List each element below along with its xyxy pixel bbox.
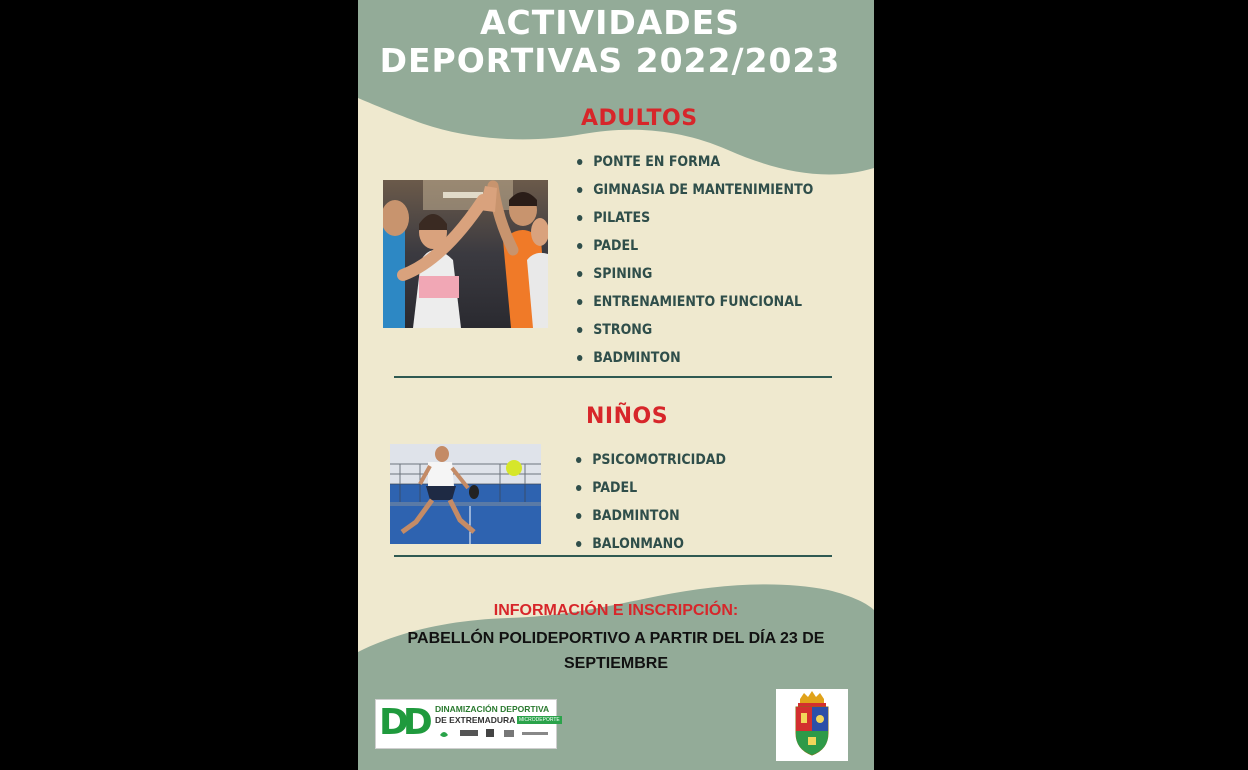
title-line-2: DEPORTIVAS 2022/2023 bbox=[379, 41, 841, 80]
adultos-activity-list bbox=[577, 152, 840, 376]
list-item: STRONG bbox=[577, 320, 813, 348]
list-item: GIMNASIA DE MANTENIMIENTO bbox=[577, 180, 813, 208]
list-item: SPINING bbox=[577, 264, 813, 292]
dd-logo-tag: MICRODEPORTE bbox=[519, 717, 560, 723]
list-item: BADMINTON bbox=[577, 348, 813, 376]
title-line-1: ACTIVIDADES bbox=[480, 3, 740, 42]
padel-player-photo bbox=[390, 444, 541, 544]
list-item: PADEL bbox=[576, 478, 726, 506]
list-item: PILATES bbox=[577, 208, 813, 236]
poster-title bbox=[358, 4, 862, 80]
ninos-heading: NIÑOS bbox=[586, 404, 669, 429]
ninos-activity-list bbox=[576, 450, 743, 562]
dd-logo-line-2: DE EXTREMADURA bbox=[435, 715, 516, 725]
list-item: BALONMANO bbox=[576, 534, 726, 562]
section-divider bbox=[394, 376, 832, 378]
list-item: ENTRENAMIENTO FUNCIONAL bbox=[577, 292, 813, 320]
info-label: INFORMACIÓN E INSCRIPCIÓN: bbox=[493, 602, 739, 619]
info-text: PABELLÓN POLIDEPORTIVO A PARTIR DEL DÍA 23 DE SEPTIEMBRE bbox=[407, 630, 825, 672]
group-high-five-photo bbox=[383, 180, 548, 328]
municipal-coat-of-arms-icon bbox=[776, 689, 848, 761]
list-item: PSICOMOTRICIDAD bbox=[576, 450, 726, 478]
section-divider bbox=[394, 555, 832, 557]
list-item: PONTE EN FORMA bbox=[577, 152, 813, 180]
sponsor-logos-icon bbox=[436, 727, 551, 741]
dd-mark: DD bbox=[379, 702, 427, 743]
list-item: PADEL bbox=[577, 236, 813, 264]
dinamizacion-deportiva-logo bbox=[375, 699, 560, 749]
poster bbox=[358, 0, 874, 770]
adultos-heading: ADULTOS bbox=[581, 106, 698, 131]
list-item: BADMINTON bbox=[576, 506, 726, 534]
dd-logo-line-1: DINAMIZACIÓN DEPORTIVA bbox=[435, 704, 550, 714]
